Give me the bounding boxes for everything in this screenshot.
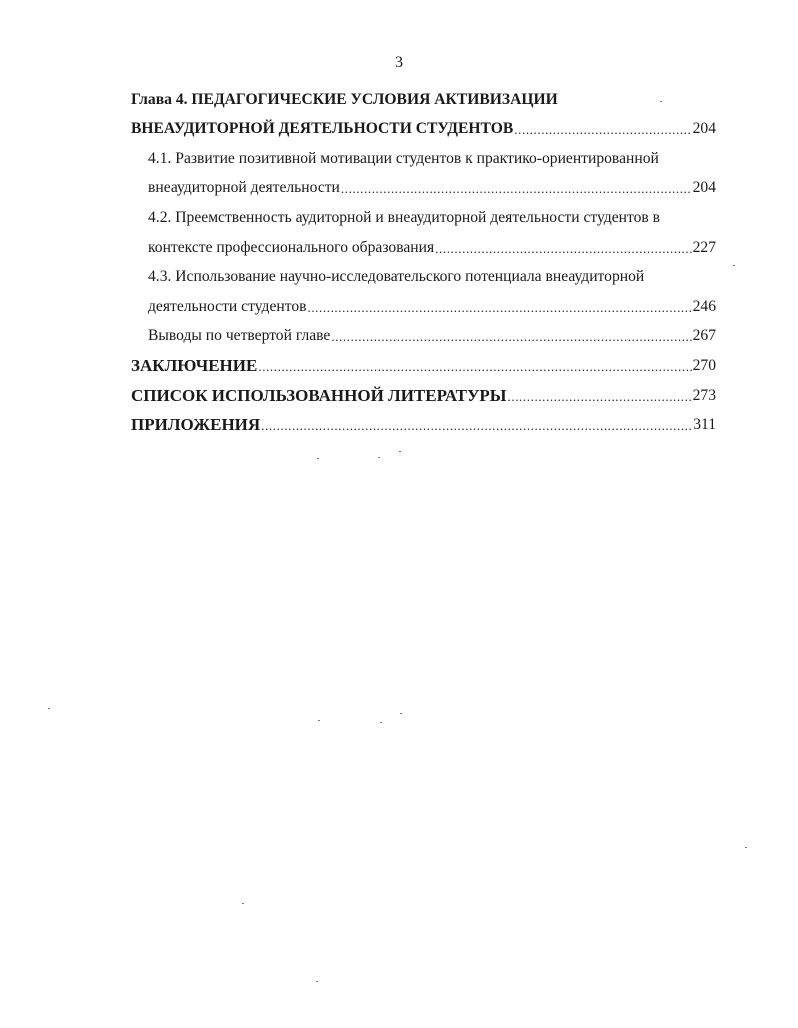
toc-entry-text: Выводы по четвертой главе	[148, 327, 331, 345]
dot-leader	[435, 240, 691, 258]
dot-leader	[508, 388, 692, 406]
toc-page-number: 270	[692, 356, 716, 374]
toc-appendices	[131, 410, 716, 440]
toc-section-4-1	[131, 143, 716, 173]
scan-speck	[745, 847, 747, 848]
scan-speck	[733, 265, 735, 266]
toc-chapter-4-title-cont	[131, 114, 716, 144]
toc-section-4-3-cont	[131, 291, 716, 321]
scan-speck	[400, 713, 402, 714]
toc-conclusion	[131, 350, 716, 380]
toc-section-4-3	[131, 262, 716, 292]
scan-speck	[48, 708, 50, 709]
toc-entry-text: деятельности студентов	[148, 297, 307, 315]
toc-page-number: 227	[692, 238, 716, 256]
toc-page-number: 204	[692, 179, 716, 197]
toc-entry-text: СПИСОК ИСПОЛЬЗОВАННОЙ ЛИТЕРАТУРЫ	[131, 385, 507, 405]
toc-entry-text: 4.3. Использование научно-исследовательского потенциала внеаудиторной	[148, 268, 645, 286]
scan-speck	[399, 451, 401, 452]
page-number: 3	[395, 54, 403, 71]
dot-leader	[514, 121, 691, 139]
table-of-contents	[131, 84, 716, 439]
scan-speck	[317, 458, 319, 459]
toc-page-number: 267	[692, 327, 716, 345]
scan-speck	[378, 457, 380, 458]
toc-entry-text: внеаудиторной деятельности	[148, 179, 340, 197]
toc-page-number: 311	[693, 416, 716, 434]
toc-section-4-1-cont	[131, 173, 716, 203]
toc-entry-text: ПРИЛОЖЕНИЯ	[131, 415, 261, 435]
toc-chapter-4-conclusions	[131, 321, 716, 351]
toc-entry-text: 4.1. Развитие позитивной мотивации студентов к практико-ориентированной	[148, 149, 659, 167]
scan-speck	[660, 101, 662, 102]
toc-section-4-2-cont	[131, 232, 716, 262]
dot-leader	[307, 299, 691, 317]
dot-leader	[331, 328, 691, 346]
toc-entry-text: Глава 4. ПЕДАГОГИЧЕСКИЕ УСЛОВИЯ АКТИВИЗАЦИИ	[131, 90, 558, 108]
toc-page-number: 246	[692, 297, 716, 315]
toc-references	[131, 380, 716, 410]
dot-leader	[341, 180, 692, 198]
toc-page-number: 273	[692, 386, 716, 404]
toc-chapter-4-title	[131, 84, 716, 114]
toc-entry-text: контексте профессионального образования	[148, 238, 435, 256]
toc-entry-text: ВНЕАУДИТОРНОЙ ДЕЯТЕЛЬНОСТИ СТУДЕНТОВ	[131, 120, 514, 138]
scan-speck	[316, 981, 318, 982]
toc-entry-text: 4.2. Преемственность аудиторной и внеаудиторной деятельности студентов в	[148, 208, 661, 226]
scan-speck	[318, 720, 320, 721]
scan-speck	[242, 903, 244, 904]
dot-leader	[261, 417, 692, 435]
dot-leader	[258, 358, 691, 376]
toc-section-4-2	[131, 202, 716, 232]
toc-entry-text: ЗАКЛЮЧЕНИЕ	[131, 355, 258, 375]
toc-page-number: 204	[692, 120, 716, 138]
scan-speck	[380, 722, 382, 723]
